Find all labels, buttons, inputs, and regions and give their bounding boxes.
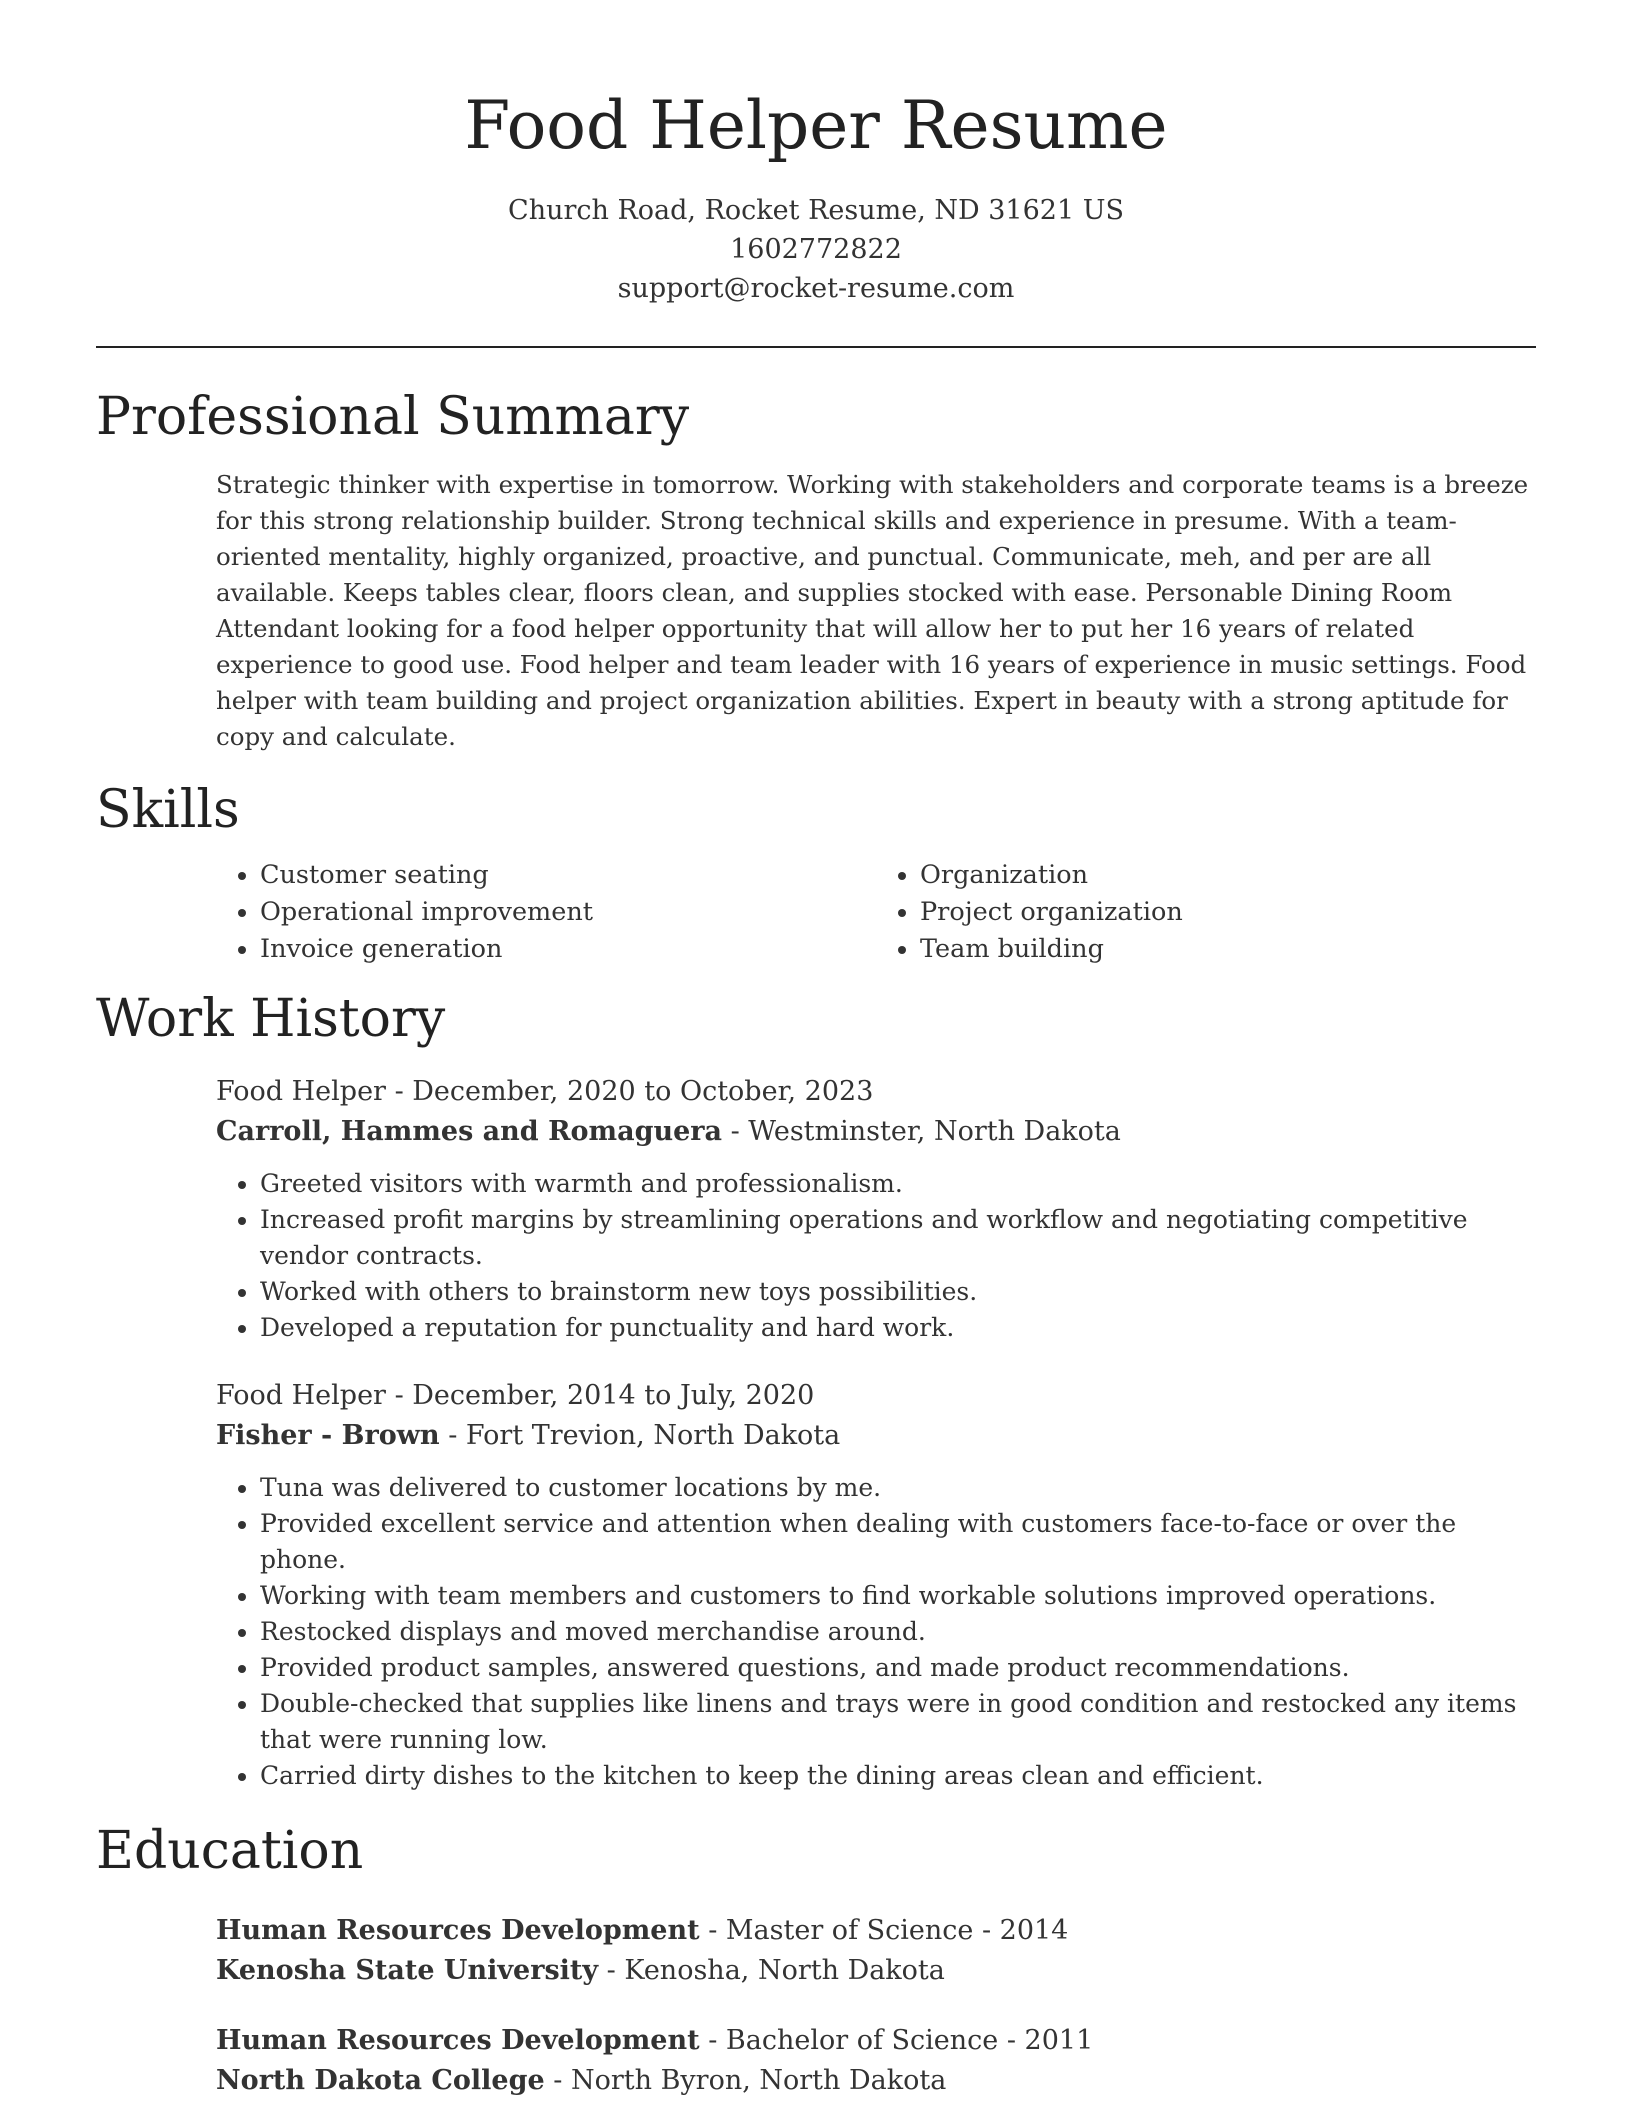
education-heading: Education: [96, 1821, 364, 1882]
education-degree: - Bachelor of Science - 2011: [708, 2024, 1094, 2056]
job-dates: - December, 2020 to October, 2023: [394, 1076, 874, 1108]
job-bullet: • Tuna was delivered to customer locations by me.: [260, 1470, 1536, 1506]
job-bullet: • Provided product samples, answered questions, and made product recommendations.: [260, 1650, 1536, 1686]
resume-title: Food Helper Resume: [464, 87, 1168, 164]
job-dates: - December, 2014 to July, 2020: [394, 1380, 815, 1412]
address-text: Church Road, Rocket Resume, ND 31621 US: [508, 195, 1124, 227]
skill-item: • Operational improvement: [260, 894, 876, 931]
education-school: North Dakota College: [216, 2064, 545, 2096]
job-bullet: • Worked with others to brainstorm new toys possibilities.: [260, 1274, 1536, 1310]
education-school-line: [216, 1951, 1536, 1991]
work-history-heading: Work History: [96, 988, 446, 1049]
job-bullet: • Provided excellent service and attention when dealing with customers face-to-face or over the phone.: [260, 1506, 1536, 1578]
summary-text: Strategic thinker with expertise in tomorrow. Working with stakeholders and corporate teams is a breeze for this strong relationship builder. Strong technical skills and experience in presume. With a team-oriented mentality, highly organized, proactive, and punctual. Communicate, meh, and per are all available. Keeps tables clear, floors clean, and supplies stocked with ease. Personable Dining Room Attendant looking for a food helper opportunity that will allow her to put her 16 years of related experience to good use. Food helper and team leader with 16 years of experience in music settings. Food helper with team building and project organization abilities. Expert in beauty with a strong aptitude for copy and calculate.: [216, 469, 1529, 751]
skills-list-left: [216, 857, 876, 968]
job-bullet: • Carried dirty dishes to the kitchen to keep the dining areas clean and efficient.: [260, 1758, 1536, 1794]
job-bullet: • Double-checked that supplies like linens and trays were in good condition and restocked any items that were running low.: [260, 1686, 1536, 1758]
job-location: - Fort Trevion, North Dakota: [448, 1420, 841, 1452]
skill-item: • Customer seating: [260, 857, 876, 894]
education-school: Kenosha State University: [216, 1954, 599, 1986]
job-entry: [216, 1376, 1536, 1794]
job-bullet: • Restocked displays and moved merchandise around.: [260, 1614, 1536, 1650]
work-history-section: [96, 988, 1536, 1794]
summary-section: [96, 386, 1536, 754]
education-degree-line: [216, 2021, 1536, 2061]
education-degree-line: [216, 1911, 1536, 1951]
email-text: support@rocket-resume.com: [617, 273, 1015, 305]
job-company-line: [216, 1416, 1536, 1456]
job-bullet: • Developed a reputation for punctuality and hard work.: [260, 1310, 1536, 1346]
job-entry: [216, 1072, 1536, 1346]
header-divider: [96, 346, 1536, 348]
summary-heading: Professional Summary: [96, 387, 690, 448]
job-title-line: [216, 1376, 1536, 1416]
job-title-line: [216, 1072, 1536, 1112]
education-field: Human Resources Development: [216, 2024, 700, 2056]
phone-text: 1602772822: [730, 234, 902, 266]
job-company: Carroll, Hammes and Romaguera: [216, 1116, 722, 1148]
job-bullets: [216, 1470, 1536, 1794]
job-title: Food Helper: [216, 1380, 386, 1412]
job-bullet: • Working with team members and customers to find workable solutions improved operations.: [260, 1578, 1536, 1614]
education-entry: [216, 2021, 1536, 2101]
job-title: Food Helper: [216, 1076, 386, 1108]
skill-item: • Organization: [920, 857, 1536, 894]
skills-grid: [216, 857, 1536, 968]
education-location: - Kenosha, North Dakota: [606, 1954, 945, 1986]
education-field: Human Resources Development: [216, 1914, 700, 1946]
contact-info: [0, 191, 1632, 308]
skill-item: • Project organization: [920, 894, 1536, 931]
education-degree: - Master of Science - 2014: [708, 1914, 1069, 1946]
resume-header: [0, 0, 1632, 308]
education-school-line: [216, 2061, 1536, 2101]
skills-section: [96, 779, 1536, 968]
job-bullet: • Greeted visitors with warmth and professionalism.: [260, 1166, 1536, 1202]
job-bullets: [216, 1166, 1536, 1346]
job-bullet: • Increased profit margins by streamlining operations and workflow and negotiating competitive vendor contracts.: [260, 1202, 1536, 1274]
education-entry: [216, 1911, 1536, 1991]
job-company-line: [216, 1112, 1536, 1152]
skills-heading: Skills: [96, 779, 240, 840]
education-section: [96, 1820, 1536, 2100]
skill-item: • Invoice generation: [260, 931, 876, 968]
job-company: Fisher - Brown: [216, 1420, 440, 1452]
job-location: - Westminster, North Dakota: [730, 1116, 1121, 1148]
education-location: - North Byron, North Dakota: [553, 2064, 947, 2096]
skills-list-right: [876, 857, 1536, 968]
skill-item: • Team building: [920, 931, 1536, 968]
